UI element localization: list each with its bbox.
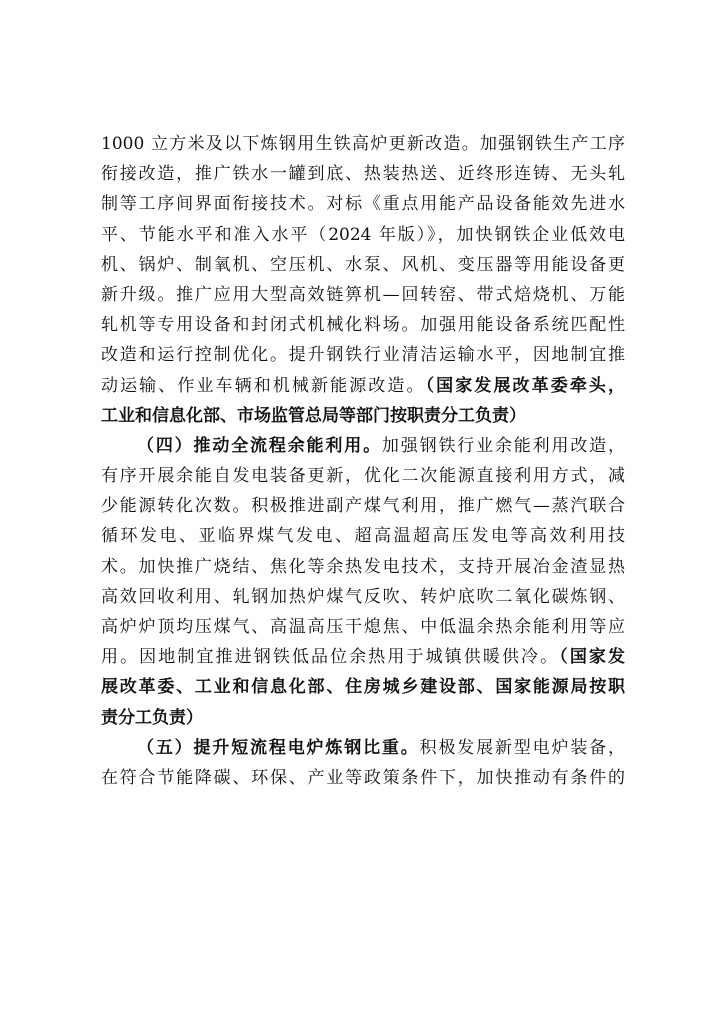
text-line [101,642,625,672]
text-line: 机、锅炉、制氧机、空压机、水泵、风机、变压器等用能设备更 [101,254,625,275]
document-body [101,129,625,793]
text-line: 高效回收利用、轧钢加热炉煤气反吹、转炉底吹二氧化碳炼钢、 [101,586,625,607]
text-line: 改造和运行控制优化。提升钢铁行业清洁运输水平，因地制宜推 [101,345,625,366]
text-line: 衔接改造，推广铁水一罐到底、热装热送、近终形连铸、无头轧 [101,164,625,185]
text-segment: 动运输、作业车辆和机械新能源改造。 [101,375,426,396]
text-segment: 加强钢铁行业余能利用改造， [381,435,626,456]
text-line: 平、节能水平和准入水平（2024 年版）》，加快钢铁企业低效电 [101,224,625,245]
section-heading: （四）推动全流程余能利用。 [137,435,382,456]
text-line: 新升级。推广应用大型高效链箅机—回转窑、带式焙烧机、万能 [101,284,625,305]
section-heading: （五）提升短流程电炉炼钢比重。 [137,737,420,758]
text-line: 在符合节能降碳、环保、产业等政策条件下，加快推动有条件的 [101,767,625,788]
text-line: 有序开展余能自发电装备更新，优化二次能源直接利用方式，减 [101,466,625,487]
responsibility-note: 责分工负责） [101,707,203,728]
text-line: 术。加快推广烧结、焦化等余热发电技术，支持开展冶金渣显热 [101,556,625,577]
text-line: 高炉炉顶均压煤气、高温高压干熄焦、中低温余热余能利用等应 [101,617,625,637]
responsibility-note: （国家发 [559,647,626,668]
responsibility-note: （国家发展改革委牵头， [425,375,626,396]
text-line [101,431,625,461]
text-line [101,371,625,401]
text-line: 轧机等专用设备和封闭式机械化料场。加强用能设备系统匹配性 [101,315,625,336]
text-line: 制等工序间界面衔接技术。对标《重点用能产品设备能效先进水 [101,194,625,215]
text-line: 1000 立方米及以下炼钢用生铁高炉更新改造。加强钢铁生产工序 [101,134,625,154]
responsibility-note: 展改革委、工业和信息化部、住房城乡建设部、国家能源局按职 [101,677,625,698]
text-line: 少能源转化次数。积极推进副产煤气利用，推广燃气—蒸汽联合 [101,496,625,517]
text-line: 循环发电、亚临界煤气发电、超高温超高压发电等高效利用技 [101,526,625,547]
text-segment: 积极发展新型电炉装备， [419,737,626,758]
text-line [101,733,625,763]
text-segment: 用。因地制宜推进钢铁低品位余热用于城镇供暖供冷。 [101,647,560,668]
responsibility-note: 工业和信息化部、市场监管总局等部门按职责分工负责） [101,405,526,426]
